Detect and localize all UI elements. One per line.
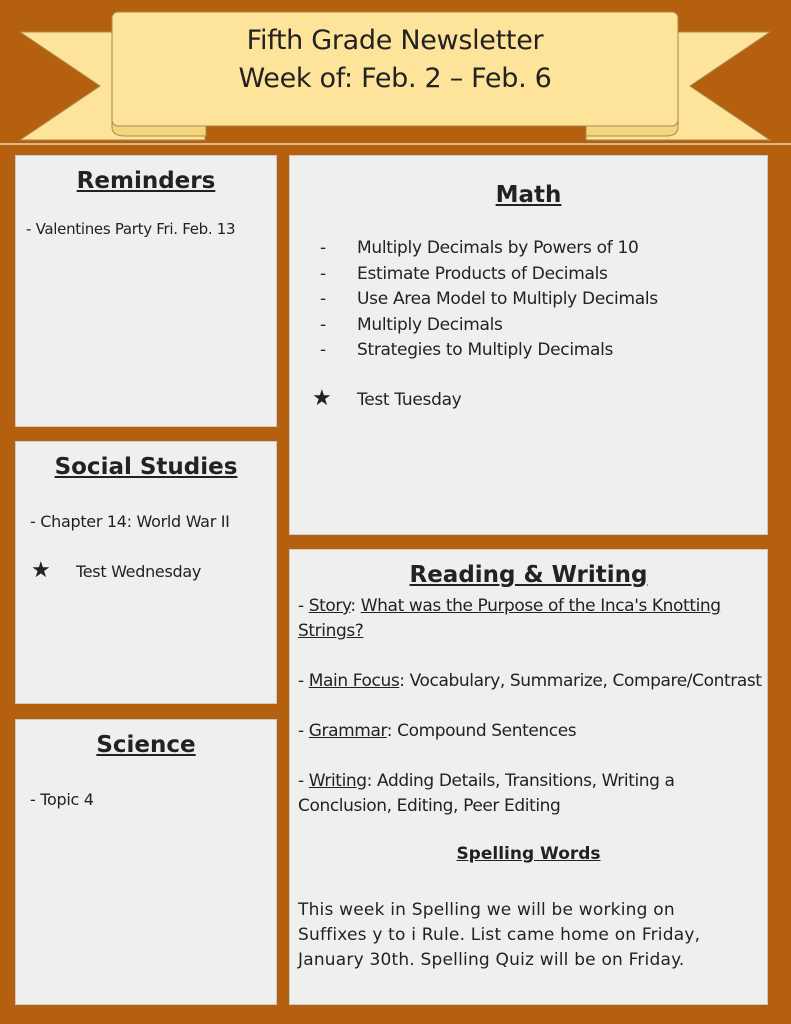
math-test: Test Tuesday <box>357 390 462 410</box>
spelling-title: Spelling Words <box>456 844 601 864</box>
social-studies-item: - Chapter 14: World War II <box>30 512 230 531</box>
science-item: - Topic 4 <box>30 790 94 809</box>
star-icon: ★ <box>31 558 51 583</box>
main-focus-line: - Main Focus: Vocabulary, Summarize, Compare/Contrast <box>298 671 762 691</box>
reading-writing-title: Reading & Writing <box>409 562 648 588</box>
list-item: - Use Area Model to Multiply Decimals <box>320 289 658 309</box>
math-list <box>320 236 658 364</box>
science-panel <box>15 719 277 1005</box>
list-item: - Multiply Decimals <box>320 314 503 335</box>
list-item: - Multiply Decimals by Powers of 10 <box>320 238 639 258</box>
title-line-1: Fifth Grade Newsletter <box>246 25 544 56</box>
social-studies-panel <box>15 441 277 704</box>
grammar-line: - Grammar: Compound Sentences <box>298 721 577 741</box>
title-line-2: Week of: Feb. 2 – Feb. 6 <box>238 63 552 94</box>
writing-line: - Writing: Adding Details, Transitions, Writing a Conclusion, Editing, Peer Editing <box>298 771 675 816</box>
list-item: - Estimate Products of Decimals <box>320 263 608 284</box>
math-title: Math <box>495 182 562 208</box>
social-studies-title: Social Studies <box>54 454 238 480</box>
story-line: - Story: What was the Purpose of the Inca's Knotting Strings? <box>298 596 721 641</box>
reading-writing-panel <box>289 549 768 1005</box>
math-panel <box>289 155 768 535</box>
newsletter-title <box>115 22 675 98</box>
science-title: Science <box>96 732 196 758</box>
list-item: - Strategies to Multiply Decimals <box>320 340 614 360</box>
reminder-item: - Valentines Party Fri. Feb. 13 <box>26 220 236 238</box>
star-icon: ★ <box>312 386 332 411</box>
spelling-text: This week in Spelling we will be working on Suffixes y to i Rule. List came home on Friday, January 30th. Spelling Quiz will be on Friday. <box>298 900 701 970</box>
reminders-title: Reminders <box>76 168 216 194</box>
divider <box>0 143 791 145</box>
social-studies-test: Test Wednesday <box>76 562 202 581</box>
reminders-panel <box>15 155 277 427</box>
